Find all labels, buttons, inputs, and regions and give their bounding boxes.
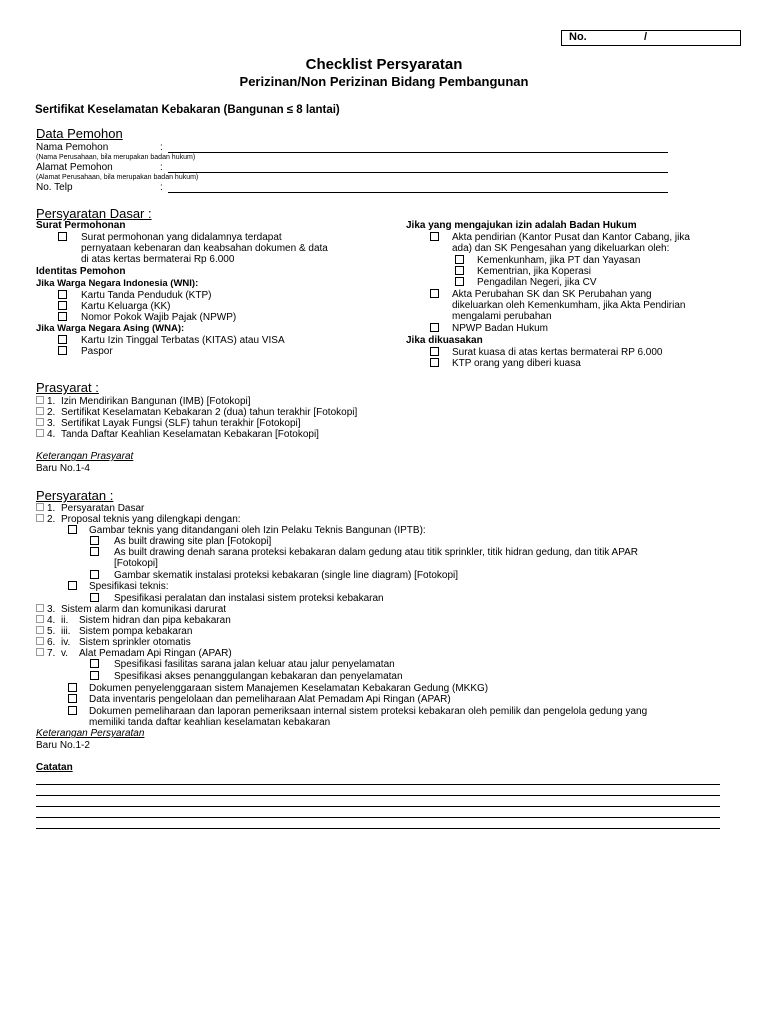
page-title: Checklist Persyaratan (305, 56, 463, 73)
wni-text-ktp: Kartu Tanda Penduduk (KTP) (81, 290, 212, 301)
checkbox-icon[interactable] (430, 358, 439, 367)
legal-perubahan-text-3: mengalami perubahan (452, 311, 552, 322)
prasyarat-heading: Prasyarat : (36, 380, 99, 395)
apar-sub-jalan[interactable] (90, 659, 103, 672)
wni-text-npwp: Nomor Pokok Wajib Pajak (NPWP) (81, 312, 237, 323)
catatan-heading: Catatan (36, 762, 73, 773)
checkbox-icon[interactable] (68, 525, 77, 534)
proxy-ktp-text: KTP orang yang diberi kuasa (452, 358, 581, 369)
gambar-sub-denah[interactable] (90, 547, 103, 560)
checkbox-icon[interactable] (68, 706, 77, 715)
basic-heading: Persyaratan Dasar : (36, 206, 152, 221)
checkbox-icon[interactable] (58, 232, 67, 241)
proxy-surat-text: Surat kuasa di atas kertas bermaterai RP 6.000 (452, 347, 663, 358)
spesifikasi-text: Spesifikasi teknis: (89, 581, 169, 592)
checkbox-icon[interactable] (455, 277, 464, 286)
checkbox-icon[interactable] (90, 570, 99, 579)
checkbox-icon[interactable] (90, 547, 99, 556)
letter-text-1: Surat permohonan yang didalamnya terdapat (81, 232, 282, 243)
permit-title: Sertifikat Keselamatan Kebakaran (Bangunan ≤ 8 lantai) (35, 104, 340, 116)
catatan-line[interactable] (36, 806, 720, 807)
gambar-sub-denah-text-1: As built drawing denah sarana proteksi kebakaran dalam gedung atau titik sprinkler, titik hidran gedung, dan titik APAR (114, 547, 639, 558)
wna-heading: Jika Warga Negara Asing (WNA): (36, 323, 185, 334)
doc-inventaris-text: Data inventaris pengelolaan dan pemeliharaan Alat Pemadam Api Ringan (APAR) (89, 694, 451, 705)
checkbox-icon[interactable] (430, 323, 439, 332)
persyaratan-note-label: Keterangan Persyaratan (36, 728, 145, 739)
persyaratan-item-1[interactable]: 1. Persyaratan Dasar (36, 503, 144, 515)
name-field[interactable] (168, 152, 668, 153)
catatan-line[interactable] (36, 817, 720, 818)
proxy-item-ktp[interactable] (430, 358, 443, 371)
wni-heading: Jika Warga Negara Indonesia (WNI): (36, 278, 199, 289)
persyaratan-item-2[interactable]: 2. Proposal teknis yang dilengkapi dengan: (36, 514, 241, 526)
checkbox-icon[interactable] (68, 694, 77, 703)
gambar-sub-siteplan-text: As built drawing site plan [Fotokopi] (114, 536, 272, 547)
persyaratan-item-4[interactable]: 4. ii. Sistem hidran dan pipa kebakaran (36, 615, 231, 627)
doc-inventaris[interactable] (68, 694, 81, 707)
prasyarat-item[interactable]: 2. Sertifikat Keselamatan Kebakaran 2 (dua) tahun terakhir [Fotokopi] (36, 407, 357, 419)
checkbox-icon[interactable] (36, 637, 44, 645)
checkbox-icon[interactable] (430, 347, 439, 356)
checkbox-icon[interactable] (36, 604, 44, 612)
gambar-sub-skematik-text: Gambar skematik instalasi proteksi kebakaran (single line diagram) [Fotokopi] (114, 570, 459, 581)
address-field[interactable] (168, 172, 668, 173)
prasyarat-note-label: Keterangan Prasyarat (36, 451, 134, 462)
apar-sub-akses-text: Spesifikasi akses penanggulangan kebakaran dan penyelamatan (114, 671, 403, 682)
wna-text-kitas: Kartu Izin Tinggal Terbatas (KITAS) atau VISA (81, 335, 285, 346)
checkbox-icon[interactable] (36, 396, 44, 404)
checkbox-icon[interactable] (58, 312, 67, 321)
doc-pemeliharaan-text-2: memiliki tanda daftar keahlian keselamatan kebakaran (89, 717, 331, 728)
checkbox-icon[interactable] (36, 626, 44, 634)
catatan-line[interactable] (36, 828, 720, 829)
number-box (561, 30, 741, 46)
apar-sub-akses[interactable] (90, 671, 103, 684)
number-label: No. (569, 31, 587, 43)
wni-text-kk: Kartu Keluarga (KK) (81, 301, 171, 312)
apar-sub-jalan-text: Spesifikasi fasilitas sarana jalan keluar atau jalur penyelamatan (114, 659, 395, 670)
doc-pemeliharaan-text-1: Dokumen pemeliharaan dan laporan pemeriksaan internal sistem proteksi kebakaran oleh pemilik dan pengelola gedung yang (89, 706, 648, 717)
doc-mkkg-text: Dokumen penyelenggaraan sistem Manajemen Keselamatan Kebakaran Gedung (MKKG) (89, 683, 489, 694)
wna-item-paspor[interactable] (58, 346, 71, 359)
checkbox-icon[interactable] (90, 659, 99, 668)
checkbox-icon[interactable] (68, 683, 77, 692)
checkbox-icon[interactable] (58, 335, 67, 344)
legal-heading: Jika yang mengajukan izin adalah Badan Hukum (406, 220, 637, 231)
catatan-line[interactable] (36, 784, 720, 785)
phone-label: No. Telp (36, 182, 73, 193)
checkbox-icon[interactable] (36, 407, 44, 415)
persyaratan-item-6[interactable]: 6. iv. Sistem sprinkler otomatis (36, 637, 191, 649)
checkbox-icon[interactable] (90, 536, 99, 545)
legal-item-npwp[interactable] (430, 323, 443, 336)
address-colon: : (160, 162, 163, 173)
letter-item[interactable] (58, 232, 71, 245)
checkbox-icon[interactable] (430, 232, 439, 241)
gambar-item[interactable] (68, 525, 81, 538)
proxy-heading: Jika dikuasakan (406, 335, 483, 346)
persyaratan-heading: Persyaratan : (36, 488, 114, 503)
identity-heading: Identitas Pemohon (36, 266, 126, 277)
doc-pemeliharaan[interactable] (68, 706, 81, 719)
checkbox-icon[interactable] (36, 648, 44, 656)
legal-item-perubahan[interactable] (430, 289, 443, 302)
prasyarat-item[interactable]: 4. Tanda Daftar Keahlian Keselamatan Kebakaran [Fotokopi] (36, 429, 319, 441)
checkbox-icon[interactable] (430, 289, 439, 298)
checkbox-icon[interactable] (90, 593, 99, 602)
letter-text-2: pernyataan kebenaran dan keabsahan dokumen & data (81, 243, 328, 254)
legal-sub-pt-text: Kemenkunham, jika PT dan Yayasan (477, 255, 641, 266)
checkbox-icon[interactable] (36, 503, 44, 511)
prasyarat-note-value: Baru No.1-4 (36, 463, 90, 474)
persyaratan-item-7[interactable]: 7. v. Alat Pemadam Api Ringan (APAR) (36, 648, 232, 660)
checkbox-icon[interactable] (455, 255, 464, 264)
checkbox-icon[interactable] (36, 429, 44, 437)
applicant-heading: Data Pemohon (36, 126, 123, 141)
wna-text-paspor: Paspor (81, 346, 113, 357)
gambar-sub-denah-text-2: [Fotokopi] (114, 558, 158, 569)
persyaratan-item-3[interactable]: 3. Sistem alarm dan komunikasi darurat (36, 604, 226, 616)
legal-perubahan-text-2: dikeluarkan oleh Kemenkumham, jika Akta Pendirian (452, 300, 686, 311)
catatan-line[interactable] (36, 795, 720, 796)
page-subtitle: Perizinan/Non Perizinan Bidang Pembangunan (239, 74, 529, 89)
legal-perubahan-text-1: Akta Perubahan SK dan SK Perubahan yang (452, 289, 652, 300)
persyaratan-note-value: Baru No.1-2 (36, 740, 90, 751)
address-label: Alamat Pemohon (36, 162, 113, 173)
legal-item-akta[interactable] (430, 232, 443, 245)
spesifikasi-item[interactable] (68, 581, 81, 594)
name-colon: : (160, 142, 163, 153)
checkbox-icon[interactable] (58, 301, 67, 310)
gambar-text: Gambar teknis yang ditandangani oleh Izin Pelaku Teknis Bangunan (IPTB): (89, 525, 426, 536)
checkbox-icon[interactable] (58, 346, 67, 355)
checkbox-icon[interactable] (68, 581, 77, 590)
persyaratan-item-5[interactable]: 5. iii. Sistem pompa kebakaran (36, 626, 192, 638)
letter-text-3: di atas kertas bermaterai Rp 6.000 (81, 254, 235, 265)
checkbox-icon[interactable] (58, 290, 67, 299)
legal-akta-text-2: ada) dan SK Pengesahan yang dikeluarkan oleh: (452, 243, 670, 254)
legal-npwp-text: NPWP Badan Hukum (452, 323, 548, 334)
checkbox-icon[interactable] (36, 615, 44, 623)
prasyarat-item[interactable]: 3. Sertifikat Layak Fungsi (SLF) tahun terakhir [Fotokopi] (36, 418, 301, 430)
phone-colon: : (160, 182, 163, 193)
checkbox-icon[interactable] (455, 266, 464, 275)
address-note: (Alamat Perusahaan, bila merupakan badan hukum) (36, 174, 199, 181)
checkbox-icon[interactable] (36, 418, 44, 426)
number-slash: / (644, 31, 648, 43)
legal-sub-koperasi-text: Kementrian, jika Koperasi (477, 266, 591, 277)
spesifikasi-sub-text: Spesifikasi peralatan dan instalasi sistem proteksi kebakaran (114, 593, 384, 604)
name-note: (Nama Perusahaan, bila merupakan badan hukum) (36, 154, 196, 161)
legal-akta-text-1: Akta pendirian (Kantor Pusat dan Kantor Cabang, jika (452, 232, 690, 243)
name-label: Nama Pemohon (36, 142, 109, 153)
prasyarat-item[interactable]: 1. Izin Mendirikan Bangunan (IMB) [Fotokopi] (36, 396, 251, 408)
legal-sub-cv[interactable] (455, 277, 468, 290)
legal-sub-cv-text: Pengadilan Negeri, jika CV (477, 277, 597, 288)
checkbox-icon[interactable] (90, 671, 99, 680)
phone-field[interactable] (168, 192, 668, 193)
letter-heading: Surat Permohonan (36, 220, 126, 231)
checkbox-icon[interactable] (36, 514, 44, 522)
